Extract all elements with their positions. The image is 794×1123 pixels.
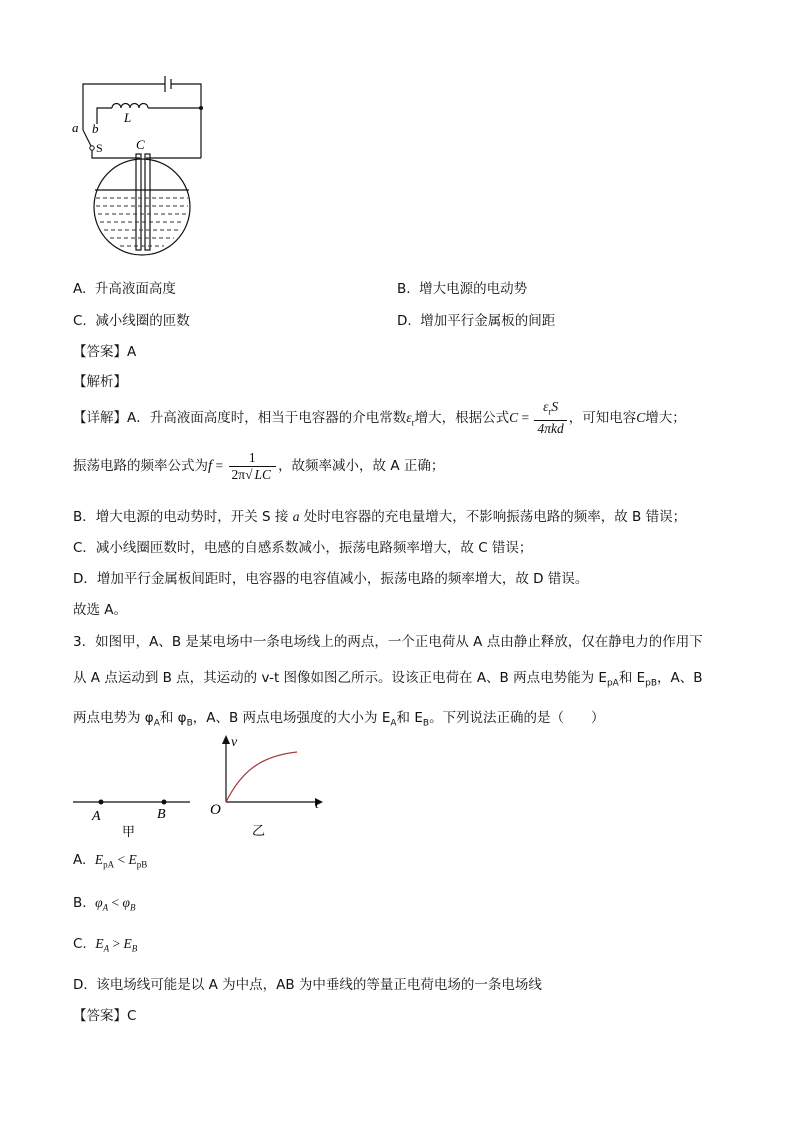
q3-stem-line2: 从 A 点运动到 B 点，其运动的 v-t 图像如图乙所示。设该正电荷在 A、B 两点电势能为 $E_{pA}$和 $E_{pB}$，A、B xyxy=(73,670,703,689)
q2-detail-line3: B．增大电源的电动势时，开关 S 接 a 处时电容器的充电量增大，不影响振荡电路的频率，故 B 错误； xyxy=(73,509,687,525)
q2-option-c[interactable]: C. 减小线圈的匝数 xyxy=(73,313,190,329)
caption-yi: 乙 xyxy=(252,824,266,839)
frequency-formula: $\frac{1}{2\pi√ LC}$ xyxy=(229,450,277,483)
q2-detail-line1: 【详解】A．升高液面高度时，相当于电容器的介电常数$\varepsilon_r$增大，根据公式C = $\frac{\varepsilon_rS}{\text{4πkd}}$ ，可知电容C增大； xyxy=(73,399,686,436)
capacitance-formula: $\frac{\varepsilon_rS}{\text{4πkd}}$ xyxy=(534,399,566,437)
q3-answer: 【答案】C xyxy=(73,1008,137,1024)
label-S: S xyxy=(96,141,103,155)
label-point-b: B xyxy=(157,807,166,822)
label-L: L xyxy=(124,110,132,125)
switch-blade xyxy=(83,130,92,148)
lc-circuit-diagram xyxy=(70,68,210,260)
label-C: C xyxy=(136,137,145,152)
figure-yi-vt-graph xyxy=(205,732,330,840)
q3-option-a[interactable]: A. $E_{pA} < E_{pB}$ xyxy=(73,852,148,870)
point-b-dot xyxy=(162,800,167,805)
label-point-a: A xyxy=(92,809,101,824)
label-a: a xyxy=(72,120,79,135)
inductor-wire-left xyxy=(97,108,112,124)
q3-option-d[interactable]: D. 该电场线可能是以 A 为中点，AB 为中垂线的等量正电荷电场的一条电场线 xyxy=(73,977,542,993)
velocity-curve xyxy=(226,752,297,802)
q3-stem-line1: 3．如图甲，A、B 是某电场中一条电场线上的两点，一个正电荷从 A 点由静止释放，仅在静电力的作用下 xyxy=(73,634,703,650)
q2-option-a[interactable]: A. 升高液面高度 xyxy=(73,281,176,297)
q2-analysis-label: 【解析】 xyxy=(73,374,127,390)
q2-detail-line4: C．减小线圈匝数时，电感的自感系数减小，振荡电路频率增大，故 C 错误； xyxy=(73,540,533,556)
label-b: b xyxy=(92,121,99,136)
q2-detail-line6: 故选 A。 xyxy=(73,602,128,618)
q2-option-d[interactable]: D. 增加平行金属板的间距 xyxy=(397,313,556,329)
label-origin: O xyxy=(210,802,221,818)
q3-stem-line3: 两点电势为 $\varphi_A$和 $\varphi_B$，A、B 两点电场强度的大小为 $E_A$和 $E_B$。下列说法正确的是（ ） xyxy=(73,710,605,729)
q2-detail-line5: D．增加平行金属板间距时，电容器的电容值减小，振荡电路的频率增大，故 D 错误。 xyxy=(73,571,589,587)
capacitor-plate-left xyxy=(136,154,141,250)
q3-option-b[interactable]: B. $\varphi_A < \varphi_B$ xyxy=(73,895,136,913)
q3-option-c[interactable]: C. $E_A > E_B$ xyxy=(73,936,138,954)
caption-jia: 甲 xyxy=(122,825,136,840)
liquid-container xyxy=(94,159,190,255)
q2-detail-line2: 振荡电路的频率公式为f = $\frac{1}{2\pi√ LC}$ ，故频率减小，故 A 正确； xyxy=(73,449,445,482)
q2-option-b[interactable]: B. 增大电源的电动势 xyxy=(397,281,528,297)
q2-answer: 【答案】A xyxy=(73,344,137,360)
capacitor-plate-right xyxy=(145,154,150,250)
top-wire-right xyxy=(171,84,201,158)
label-t: t xyxy=(315,797,319,812)
label-v: v xyxy=(231,735,238,750)
point-a-dot xyxy=(99,800,104,805)
switch-terminal xyxy=(90,146,94,150)
figure-jia-field-line xyxy=(70,790,195,840)
inductor-coil xyxy=(112,104,148,109)
